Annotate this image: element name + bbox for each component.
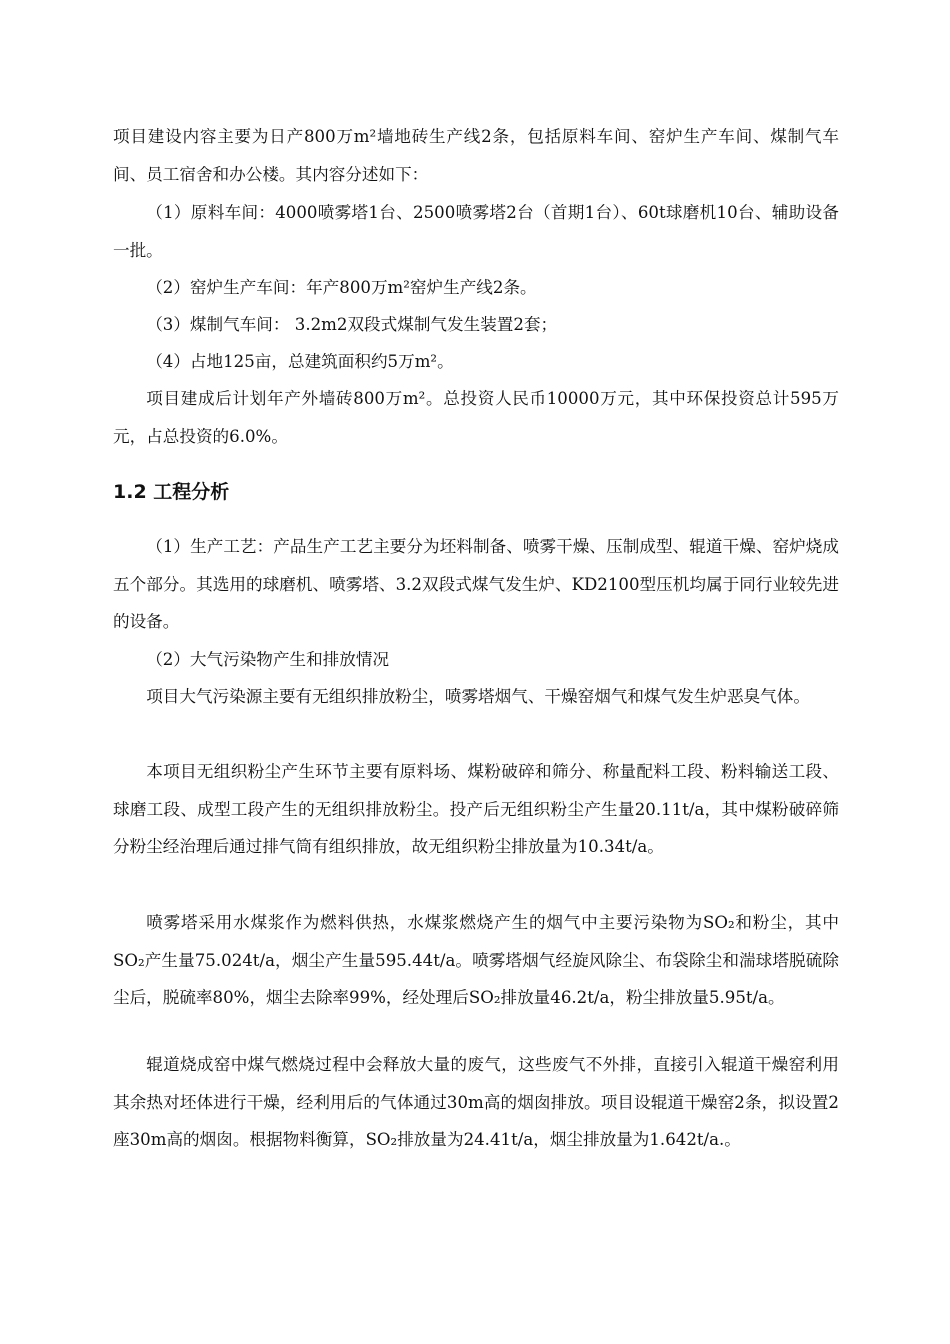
- paragraph-production-process: （1）生产工艺：产品生产工艺主要分为坯料制备、喷雾干燥、压制成型、辊道干燥、窑炉烧成五个部分。其选用的球磨机、喷雾塔、3.2双段式煤气发生炉、KD2100型压机均属于同行业较先进的设备。: [113, 537, 839, 632]
- paragraph-gas-workshop: （3）煤制气车间： 3.2m2双段式煤制气发生装置2套；: [146, 315, 558, 334]
- paragraph-pollution-sources: 项目大气污染源主要有无组织排放粉尘，喷雾塔烟气、干燥窑烟气和煤气发生炉恶臭气体。: [146, 687, 810, 706]
- paragraph-roller-kiln: 辊道烧成窑中煤气燃烧过程中会释放大量的废气，这些废气不外排，直接引入辊道干燥窑利用其余热对坯体进行干燥，经利用后的气体通过30m高的烟囱排放。项目设辊道干燥窑2条，拟设置2座30m高的烟囱。根据物料衡算，SO₂排放量为24.41t/a，烟尘排放量为1.642t/a.。: [113, 1055, 839, 1150]
- paragraph-land-area: （4）占地125亩，总建筑面积约5万m²。: [146, 352, 454, 371]
- paragraph-investment: 项目建成后计划年产外墙砖800万m²。总投资人民币10000万元，其中环保投资总计595万元，占总投资的6.0%。: [113, 389, 839, 446]
- section-heading: 1.2 工程分析: [113, 481, 230, 503]
- paragraph-kiln-workshop: （2）窑炉生产车间：年产800万m²窑炉生产线2条。: [146, 278, 537, 297]
- paragraph-spray-tower: 喷雾塔采用水煤浆作为燃料供热，水煤浆燃烧产生的烟气中主要污染物为SO₂和粉尘，其中SO₂产生量75.024t/a，烟尘产生量595.44t/a。喷雾塔烟气经旋风除尘、布袋除尘和湍球塔脱硫除尘后，脱硫率80%，烟尘去除率99%，经处理后SO₂排放量46.2t/a，粉尘排放量5.95t/a。: [113, 913, 839, 1008]
- paragraph-project-content: 项目建设内容主要为日产800万m²墙地砖生产线2条，包括原料车间、窑炉生产车间、煤制气车间、员工宿舍和办公楼。其内容分述如下：: [113, 127, 839, 184]
- paragraph-raw-material-workshop: （1）原料车间：4000喷雾塔1台、2500喷雾塔2台（首期1台）、60t球磨机10台、辅助设备一批。: [113, 203, 839, 260]
- paragraph-air-pollution-title: （2）大气污染物产生和排放情况: [146, 650, 390, 669]
- paragraph-fugitive-dust: 本项目无组织粉尘产生环节主要有原料场、煤粉破碎和筛分、称量配料工段、粉料输送工段、球磨工段、成型工段产生的无组织排放粉尘。投产后无组织粉尘产生量20.11t/a，其中煤粉破碎筛分粉尘经治理后通过排气筒有组织排放，故无组织粉尘排放量为10.34t/a。: [113, 762, 839, 857]
